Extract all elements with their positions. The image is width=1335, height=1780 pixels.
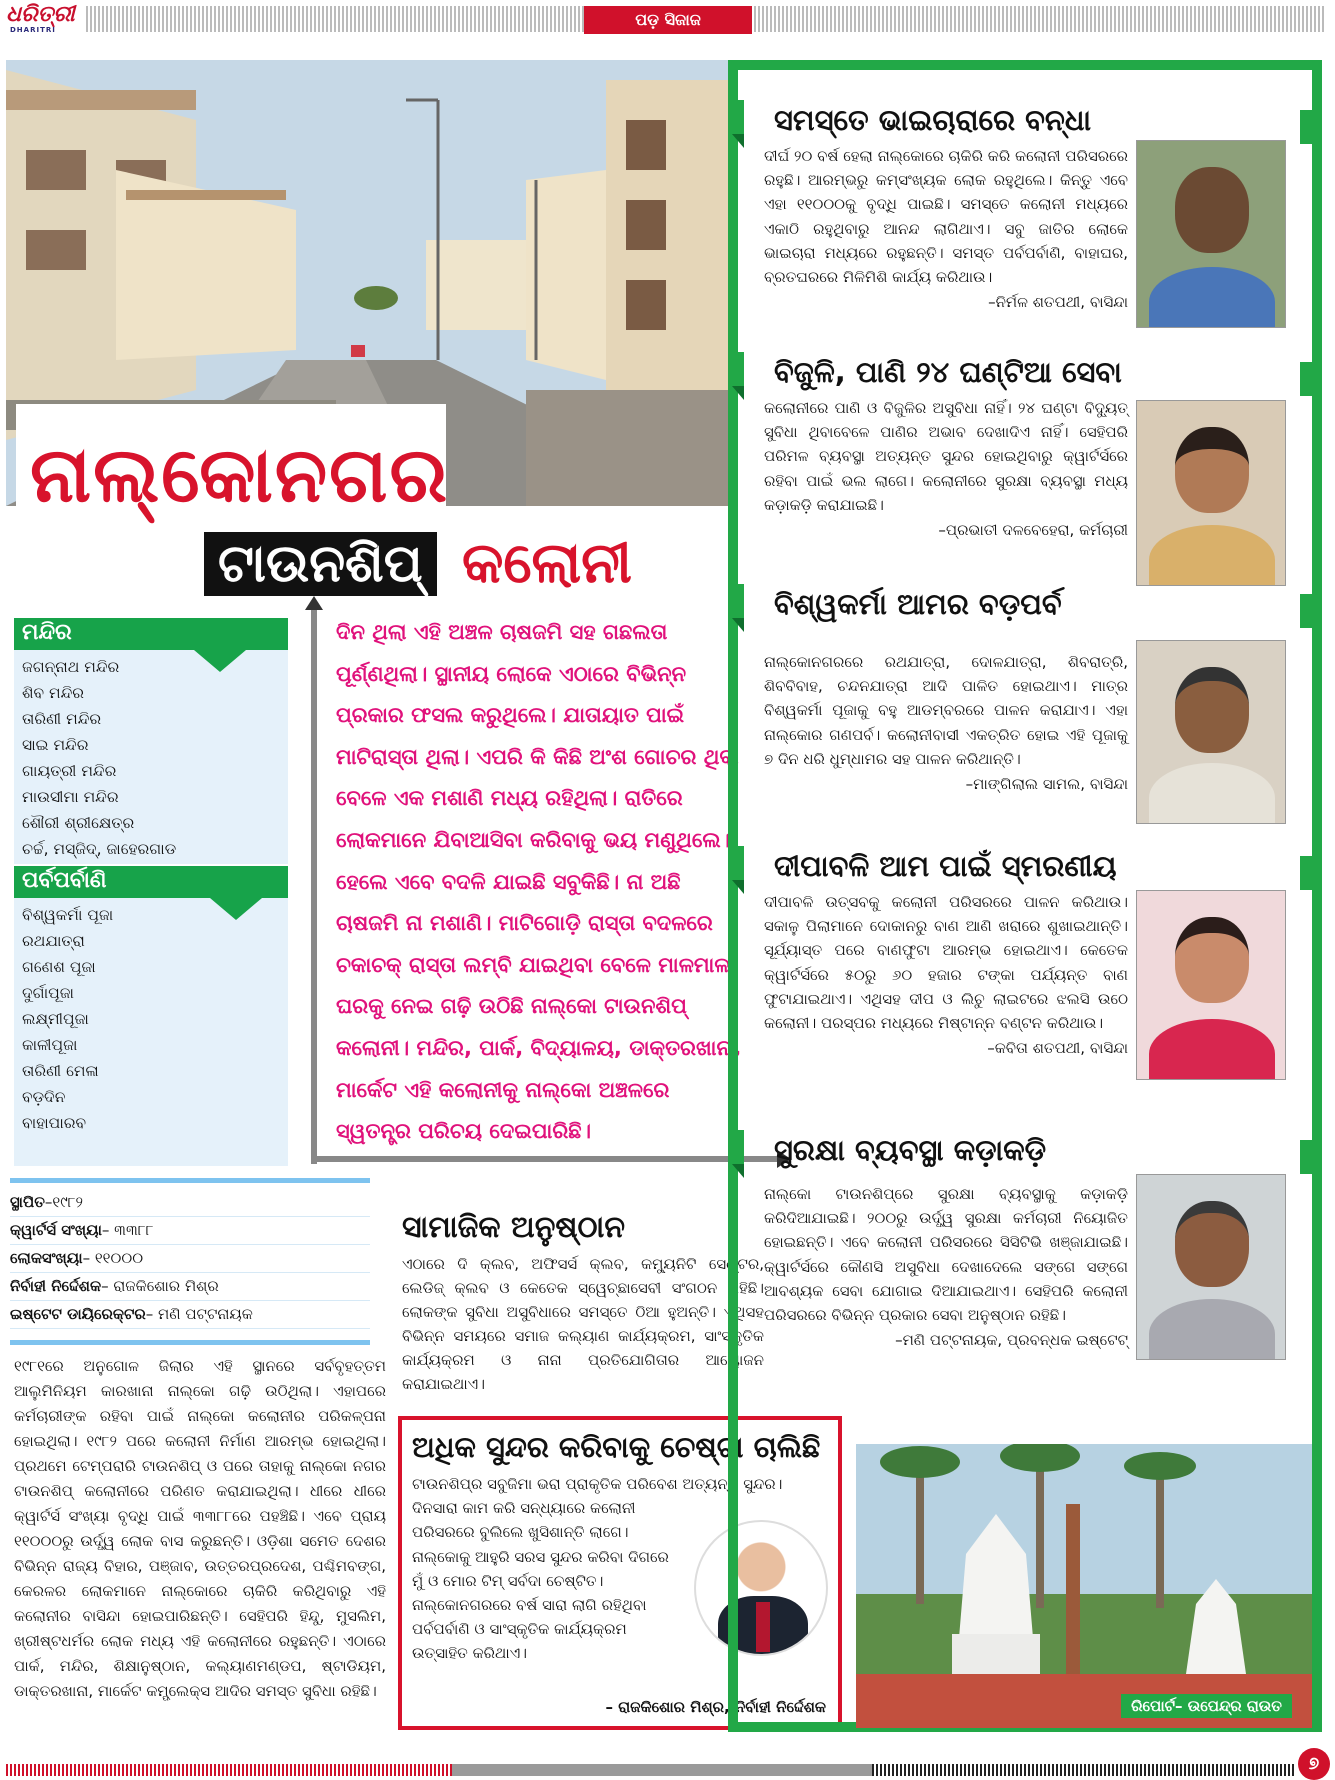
list-item: ବାହାପାରବ xyxy=(22,1114,87,1132)
fact-established: ସ୍ଥାପିତ–୧୯୮୨ xyxy=(10,1189,370,1217)
fact-population: ଲୋକସଂଖ୍ୟା– ୧୧୦୦୦ xyxy=(10,1245,370,1273)
facts-divider xyxy=(10,1340,370,1345)
page-number: ୭ xyxy=(1298,1748,1330,1780)
festivals-box-title: ପର୍ବପର୍ବାଣି xyxy=(14,866,288,898)
list-item: ମାଉସୀମା ମନ୍ଦିର xyxy=(22,788,119,806)
story-text: ନାଲ୍‌କୋନଗରରେ ରଥଯାତ୍ରା, ଦୋଳଯାତ୍ରା, ଶିବରାତ୍ରି, ଶିବବିବାହ, ଚନ୍ଦନଯାତ୍ରା ଆଦି ପାଳିତ ହୋଇଥାଏ। ମାତ୍ର ବିଶ୍ୱକର୍ମା ପୂଜାକୁ ବହୁ ଆଡମ୍ବରରେ ପାଳନ କରାଯାଏ। ଏହା ନାଲ୍‌କୋର ଗଣପର୍ବ। କଲୋନୀବାସୀ ଏକତ୍ରିତ ହୋଇ ଏହି ପୂଜାକୁ ୭ ଦିନ ଧରି ଧୁମ୍‌ଧାମର ସହ ପାଳନ କରିଥାନ୍ତି। xyxy=(764,653,1128,768)
newspaper-logo xyxy=(6,2,84,38)
arrow-right-icon xyxy=(311,1156,777,1162)
story-text: କଲୋନୀରେ ପାଣି ଓ ବିଜୁଳିର ଅସୁବିଧା ନାହିଁ। ୨୪ ଘଣ୍ଟା ବିଦ୍ୟୁତ୍ ସୁବିଧା ଥିବାବେଳେ ପାଣିର ଅଭାବ ଦେଖାଦିଏ ନାହିଁ। ସେହିପରି ପରିମଳ ବ୍ୟବସ୍ଥା ଅତ୍ୟନ୍ତ ସୁନ୍ଦର ହୋଇଥିବାରୁ କ୍ୱାର୍ଟର୍ସରେ ରହିବା ପାଇଁ ଭଲ ଲାଗେ। କଲୋନୀରେ ସୁରକ୍ଷା ବ୍ୟବସ୍ଥା ମଧ୍ୟ କଡ଼ାକଡ଼ି କରାଯାଇଛି। xyxy=(764,399,1128,514)
fact-estate-director: ଇଷ୍ଟେଟ ଡାୟିରେକ୍ଟର– ମଣି ପଟ୍ଟନାୟକ xyxy=(10,1301,370,1329)
history-paragraph: ୧୯୮୧ରେ ଅନୁଗୋଳ ଜିଲାର ଏହି ସ୍ଥାନରେ ସର୍ବବୃହତ୍ତମ ଆଲୁମିନିୟମ କାରଖାନା ନାଲ୍‌କୋ ଗଢ଼ି ଉଠିଥିଲା। ଏହାପରେ କର୍ମଚାରୀଙ୍କ ରହିବା ପାଇଁ ନାଲ୍‌କୋ କଲୋନୀର ପରିକଳ୍ପନା ହୋଇଥିଲା। ୧୯୮୨ ପରେ କଲୋନୀ ନିର୍ମାଣ ଆରମ୍ଭ ହୋଇଥିଲା। ପ୍ରଥମେ ଟେମ୍ପରାରି ଟାଉନଶିପ୍ ଓ ପରେ ତାହାକୁ ନାଲ୍‌କୋ ନଗର ଟାଉନଶିପ୍ କଲୋନୀରେ ପରିଣତ କରାଯାଇଥିଲା। ଧୀରେ ଧୀରେ କ୍ୱାର୍ଟର୍ସ ସଂଖ୍ୟା ବୃଦ୍ଧି ପାଇଁ ୩୩୮୮ରେ ପହଞ୍ଚିଛି। ଏବେ ପ୍ରାୟ ୧୧୦୦୦ରୁ ଉର୍ଦ୍ଧ୍ୱ ଲୋକ ବାସ କରୁଛନ୍ତି। ଓଡ଼ିଶା ସମେତ ଦେଶର ବିଭିନ୍ନ ରାଜ୍ୟ ବିହାର, ପଞ୍ଜାବ, ଉତ୍ତରପ୍ରଦେଶ, ପଶ୍ଚିମବଙ୍ଗ, କେରଳର ଲୋକମାନେ ନାଲ୍‌କୋରେ ଚାକିରି କରିଥିବାରୁ ଏହି କଲୋନୀର ବାସିନ୍ଦା ହୋଇପାରିଛନ୍ତି। ସେହିପରି ହିନ୍ଦୁ, ମୁସଲିମ, ଖ୍ରୀଷ୍ଟଧର୍ମର ଲୋକ ମଧ୍ୟ ଏହି କଲୋନୀରେ ରହୁଛନ୍ତି। ଏଠାରେ ପାର୍କ, ମନ୍ଦିର, ଶିକ୍ଷାନୁଷ୍ଠାନ, କଲ୍ୟାଣମଣ୍ଡପ, ଷ୍ଟାଡିୟମ, ଡାକ୍ତରଖାନା, ମାର୍କେଟ କମ୍ପ୍ଲେକ୍ସ ଆଦିର ସମସ୍ତ ସୁବିଧା ରହିଛି। xyxy=(14,1357,386,1700)
portrait-kabita xyxy=(1136,890,1286,1080)
section-tag: ପଡ଼ ସିଜାଜ xyxy=(584,6,752,34)
intro-paragraph: ଦିନ ଥିଲା ଏହି ଅଞ୍ଚଳ ଚାଷଜମି ସହ ଗଛଲତା ପୂର୍ଣ୍ଣଥିଲା। ସ୍ଥାନୀୟ ଲୋକେ ଏଠାରେ ବିଭିନ୍ନ ପ୍ରକାର ଫସଲ କରୁଥିଲେ। ଯାତାୟାତ ପାଇଁ ମାଟିରାସ୍ତା ଥିଲା। ଏପରି କି କିଛି ଅଂଶ ଗୋଚର ଥିବା ବେଳେ ଏକ ମଶାଣି ମଧ୍ୟ ରହିଥିଲା। ରାତିରେ ଲୋକମାନେ ଯିବାଆସିବା କରିବାକୁ ଭୟ ମଣୁଥିଲେ। ହେଲେ ଏବେ ବଦଳି ଯାଇଛି ସବୁକିଛି। ନା ଅଛି ଚାଷଜମି ନା ମଶାଣି। ମାଟିଗୋଡ଼ି ରାସ୍ତା ବଦଳରେ ଚକାଚକ୍ ରାସ୍ତା ଲମ୍ବି ଯାଇଥିବା ବେଳେ ମାଳମାଳ ଘରକୁ ନେଇ ଗଢ଼ି ଉଠିଛି ନାଲ୍‌କୋ ଟାଉନଶିପ୍ କଲୋନୀ। ମନ୍ଦିର, ପାର୍କ, ବିଦ୍ୟାଳୟ, ଡାକ୍ତରଖାନା, ମାର୍କେଟ ଏହି କଲୋନୀକୁ ନାଲ୍‌କୋ ଅଞ୍ଚଳରେ ସ୍ୱତନ୍ତ୍ର ପରିଚୟ ଦେଇପାରିଛି। xyxy=(336,620,742,1144)
fact-quarters: କ୍ୱାର୍ଟର୍ସ ସଂଖ୍ୟା– ୩୩୮୮ xyxy=(10,1217,370,1245)
list-item: ଦୁର୍ଗାପୂଜା xyxy=(22,984,74,1002)
story-byline: –ନିର୍ମଳ ଶତପଥୀ, ବାସିନ୍ଦା xyxy=(988,293,1128,312)
story-marker xyxy=(1300,856,1312,890)
temples-box xyxy=(14,618,288,864)
story-title: ବିଜୁଳି, ପାଣି ୨୪ ଘଣ୍ଟିଆ ସେବା xyxy=(764,352,1284,392)
temples-list xyxy=(14,650,288,866)
story-byline: –କବିତା ଶତପଥୀ, ବାସିନ୍ଦା xyxy=(987,1039,1128,1058)
list-item: ବିଶ୍ୱକର୍ମା ପୂଜା xyxy=(22,906,114,924)
story-byline: –ପ୍ରଭାତୀ ଦଳବେହେରା, କର୍ମଚାରୀ xyxy=(938,521,1128,540)
story-byline: –ମଣି ପଟ୍ଟନାୟକ, ପ୍ରବନ୍ଧକ ଇଷ୍ଟେଟ୍ xyxy=(895,1331,1128,1350)
township-facts xyxy=(10,1178,370,1338)
list-item: ଚର୍ଚ୍ଚ, ମସ୍‌ଜିଦ୍, ଜାହେରଗାଡ xyxy=(22,840,177,858)
portrait-prabhati xyxy=(1136,400,1286,586)
quote-title: ଅଧିକ ସୁନ୍ଦର କରିବାକୁ ଚେଷ୍ଟା ଚାଲିଛି xyxy=(412,1430,821,1464)
story-title: ବିଶ୍ୱକର୍ମା ଆମର ବଡ଼ପର୍ବ xyxy=(764,584,1284,624)
temples-box-title: ମନ୍ଦିର xyxy=(14,618,288,650)
social-section-title: ସାମାଜିକ ଅନୁଷ୍ଠାନ xyxy=(402,1210,626,1245)
list-item: ଜଗନ୍ନାଥ ମନ୍ଦିର xyxy=(22,658,120,676)
page-header xyxy=(0,0,1335,40)
quote-text: ଦିନସାରା କାମ କରି ସନ୍ଧ୍ୟାରେ କଲୋନୀ ପରିସରରେ ବୁଲିଲେ ଖୁସିଶାନ୍ତି ଲାଗେ। ନାଲ୍‌କୋକୁ ଆହୁରି ସରସ ସୁନ୍ଦର କରିବା ଦିଗରେ ମୁଁ ଓ ମୋର ଟିମ୍ ସର୍ବଦା ଚେଷ୍ଟିତ। ନାଲ୍‌କୋନଗରରେ ବର୍ଷ ସାରା ଲାଗି ରହିଥିବା ପର୍ବପର୍ବାଣି ଓ ସାଂସ୍କୃତିକ କାର୍ଯ୍ୟକ୍ରମ ଉତ୍ସାହିତ କରିଥାଏ। xyxy=(412,1499,669,1663)
festivals-box xyxy=(14,866,288,1166)
list-item: ବଡ଼ଦିନ xyxy=(22,1088,66,1106)
list-item: ତାରିଣୀ ମନ୍ଦିର xyxy=(22,710,102,728)
fact-executive-director: ନିର୍ବାହୀ ନିର୍ଦ୍ଦେଶକ– ରାଜକିଶୋର ମିଶ୍ର xyxy=(10,1273,370,1301)
portrait-mangilal xyxy=(1136,640,1286,824)
story-marker xyxy=(1300,594,1312,628)
story-marker xyxy=(1300,1140,1312,1174)
headline-colony-label: କଲୋନୀ xyxy=(462,531,632,596)
story-text: ନାଲ୍‌କୋ ଟାଉନଶିପ୍‌ରେ ସୁରକ୍ଷା ବ୍ୟବସ୍ଥାକୁ କଡ଼ାକଡ଼ି କରିଦିଆଯାଇଛି। ୨୦୦ରୁ ଉର୍ଦ୍ଧ୍ୱ ସୁରକ୍ଷା କର୍ମଚାରୀ ନିୟୋଜିତ ହୋଇଛନ୍ତି। ଏବେ କଲୋନୀ ପରିସରରେ ସିସିଟିଭି ଖଞ୍ଜାଯାଇଛି। କ୍ୱାର୍ଟର୍ସରେ କୌଣସି ଅସୁବିଧା ଦେଖାଦେଲେ ସଙ୍ଗେ ସଙ୍ଗେ ଆବଶ୍ୟକ ସେବା ଯୋଗାଇ ଦିଆଯାଇଥାଏ। ସେହିପରି କଲୋନୀ ପରିସରରେ ବିଭିନ୍ନ ପ୍ରକାର ସେବା ଅନୁଷ୍ଠାନ ରହିଛି। xyxy=(764,1185,1128,1325)
list-item: ଲକ୍ଷ୍ମୀପୂଜା xyxy=(22,1010,89,1028)
story-title: ଦୀପାବଳି ଆମ ପାଇଁ ସ୍ମରଣୀୟ xyxy=(764,846,1284,886)
story-marker xyxy=(1300,362,1312,396)
logo-subtitle: DHARITRI xyxy=(10,26,56,34)
portrait-nirmal xyxy=(1136,140,1286,328)
social-section-text: ଏଠାରେ ଦି କ୍ଲବ, ଅଫିସର୍ସ କ୍ଲବ, କମ୍ୟୁନିଟି ସେଣ୍ଟର, ଲେଡିଜ୍ କ୍ଲବ ଓ କେତେକ ସ୍ୱେଚ୍ଛାସେବୀ ସଂଗଠନ ରହିଛି। ଲୋକଙ୍କ ସୁବିଧା ଅସୁବିଧାରେ ସମସ୍ତେ ଠିଆ ହୁଅନ୍ତି। ଏଥିସହ ବିଭିନ୍ନ ସମୟରେ ସମାଜ କଲ୍ୟାଣ କାର୍ଯ୍ୟକ୍ରମ, ସାଂସ୍କୃତିକ କାର୍ଯ୍ୟକ୍ରମ ଓ ନାନା ପ୍ରତିଯୋଗିତାର ଆୟୋଜନ କରାଯାଇଥାଏ। xyxy=(402,1255,764,1393)
headline-line-1: ନାଲ୍‌କୋନଗର xyxy=(30,430,450,519)
list-item: ଗଣେଶ ପୂଜା xyxy=(22,958,96,976)
logo-title: ଧରିତ୍ରୀ xyxy=(6,1,75,27)
story-title: ସୁରକ୍ଷା ବ୍ୟବସ୍ଥା କଡ଼ାକଡ଼ି xyxy=(764,1130,1284,1170)
quote-author: – ରାଜକିଶୋର ମିଶ୍ର, ନିର୍ବାହୀ ନିର୍ଦ୍ଦେଶକ xyxy=(605,1698,826,1716)
list-item: ଗାୟତ୍ରୀ ମନ୍ଦିର xyxy=(22,762,117,780)
festivals-list xyxy=(14,898,288,1140)
story-text: ଦୀର୍ଘ ୨୦ ବର୍ଷ ହେଲା ନାଲ୍‌କୋରେ ଚାକିରି କରି କଲୋନୀ ପରିସରରେ ରହୁଛି। ଆରମ୍ଭରୁ କମ୍‌ସଂଖ୍ୟକ ଲୋକ ରହୁଥିଲେ। କିନ୍ତୁ ଏବେ ଏହା ୧୧୦୦୦କୁ ବୃଦ୍ଧି ପାଇଛି। ସମସ୍ତେ କଲୋନୀ ମଧ୍ୟରେ ଏକାଠି ରହୁଥିବାରୁ ଆନନ୍ଦ ଲାଗିଥାଏ। ସବୁ ଜାତିର ଲୋକେ ଭାଇଚାରା ମଧ୍ୟରେ ରହୁଛନ୍ତି। ସମସ୍ତ ପର୍ବପର୍ବାଣି, ବାହାଘର, ବ୍ରତଘରରେ ମିଳିମିଶି କାର୍ଯ୍ୟ କରିଥାଉ। xyxy=(764,147,1128,287)
list-item: କାଳୀପୂଜା xyxy=(22,1036,78,1054)
list-item: ରଥଯାତ୍ରା xyxy=(22,932,85,950)
story-marker xyxy=(1300,110,1312,144)
footer-grey-bar xyxy=(452,1764,872,1776)
story-text: ଦୀପାବଳି ଉତ୍ସବକୁ କଲୋନୀ ପରିସରରେ ପାଳନ କରିଥାଉ। ସକାଳୁ ପିଲାମାନେ ଦୋକାନରୁ ବାଣ ଆଣି ଖରାରେ ଶୁଖାଇଥାନ୍ତି। ସୂର୍ଯ୍ୟାସ୍ତ ପରେ ବାଣଫୁଟା ଆରମ୍ଭ ହୋଇଥାଏ। କେତେକ କ୍ୱାର୍ଟର୍ସରେ ୫୦ରୁ ୬୦ ହଜାର ଟଙ୍କା ପର୍ଯ୍ୟନ୍ତ ବାଣ ଫୁଟାଯାଇଥାଏ। ଏଥିସହ ଦୀପ ଓ ଲିଚୁ ଲାଇଟରେ ଝଲସି ଉଠେ କଲୋନୀ। ପରସ୍ପର ମଧ୍ୟରେ ମିଷ୍ଟାନ୍ନ ବଣ୍ଟନ କରିଥାଉ। xyxy=(764,893,1128,1033)
story-title: ସମସ୍ତେ ଭାଇଚାରାରେ ବନ୍ଧା xyxy=(764,100,1284,140)
temple-photo xyxy=(856,1444,1312,1728)
story-byline: –ମାଙ୍ଗିଲାଲ ସାମଲ, ବାସିନ୍ଦା xyxy=(965,775,1128,794)
headline-township-label: ଟାଉନଶିପ୍ xyxy=(204,532,437,596)
arrow-up-icon xyxy=(311,610,317,1164)
footer-dark-stripes xyxy=(872,1764,1296,1776)
list-item: ଶୌରୀ ଶ୍ରୀକ୍ଷେତ୍ର xyxy=(22,814,135,832)
portrait-mani xyxy=(1136,1174,1286,1360)
list-item: ସାଇ ମନ୍ଦିର xyxy=(22,736,89,754)
list-item: ତାରିଣୀ ମେଳା xyxy=(22,1062,99,1080)
reporter-credit: ରିପୋର୍ଟ– ଉପେନ୍ଦ୍ର ରାଉତ xyxy=(1121,1694,1292,1718)
list-item: ଶିବ ମନ୍ଦିର xyxy=(22,684,85,702)
quote-first-line: ଟାଉନଶିପ୍‌ର ସବୁଜିମା ଭରା ପ୍ରାକୃତିକ ପରିବେଶ ଅତ୍ୟନ୍ତ ସୁନ୍ଦର। xyxy=(412,1475,783,1493)
